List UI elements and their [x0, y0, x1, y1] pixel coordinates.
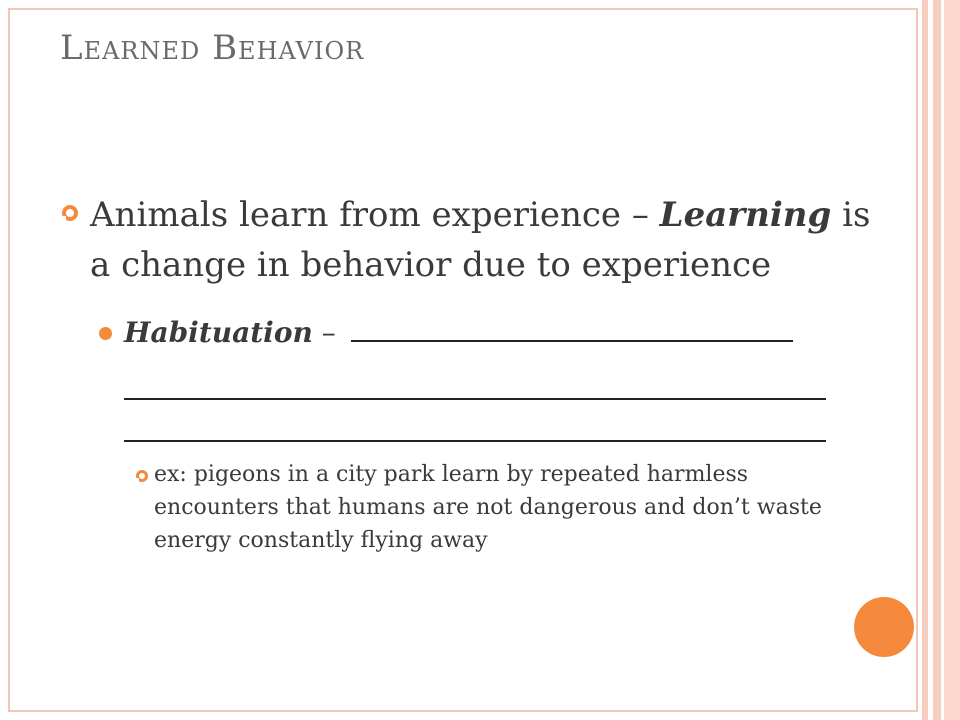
slide-title: Learned Behavior — [60, 28, 365, 68]
fill-in-blank[interactable] — [124, 400, 826, 442]
bullet-dot-icon — [99, 327, 112, 340]
example-text: ex: pigeons in a city park learn by repeated harmless encounters that humans are not dangerous and don’t waste energy constantly flying away — [154, 462, 822, 553]
fill-in-blank[interactable] — [351, 312, 793, 342]
bullet-ring-icon — [136, 470, 148, 482]
habituation-term: Habituation — [124, 316, 313, 349]
bullet1-emphasis: Learning — [659, 195, 832, 235]
bullet1-text-before: Animals learn from experience – — [90, 195, 660, 235]
slide-content — [62, 190, 892, 557]
bullet-level-2 — [62, 308, 892, 358]
accent-circle — [854, 597, 914, 657]
fill-in-blank[interactable] — [124, 358, 826, 400]
habituation-separator: – — [312, 316, 345, 349]
bullet1-text-after: is a change in behavior due to experience — [90, 195, 871, 285]
bullet-level-3 — [62, 458, 874, 557]
decorative-stripe — [922, 0, 928, 720]
decorative-stripe — [944, 0, 960, 720]
decorative-stripe — [933, 0, 941, 720]
bullet-level-1 — [62, 190, 892, 290]
bullet-ring-icon — [62, 205, 78, 221]
